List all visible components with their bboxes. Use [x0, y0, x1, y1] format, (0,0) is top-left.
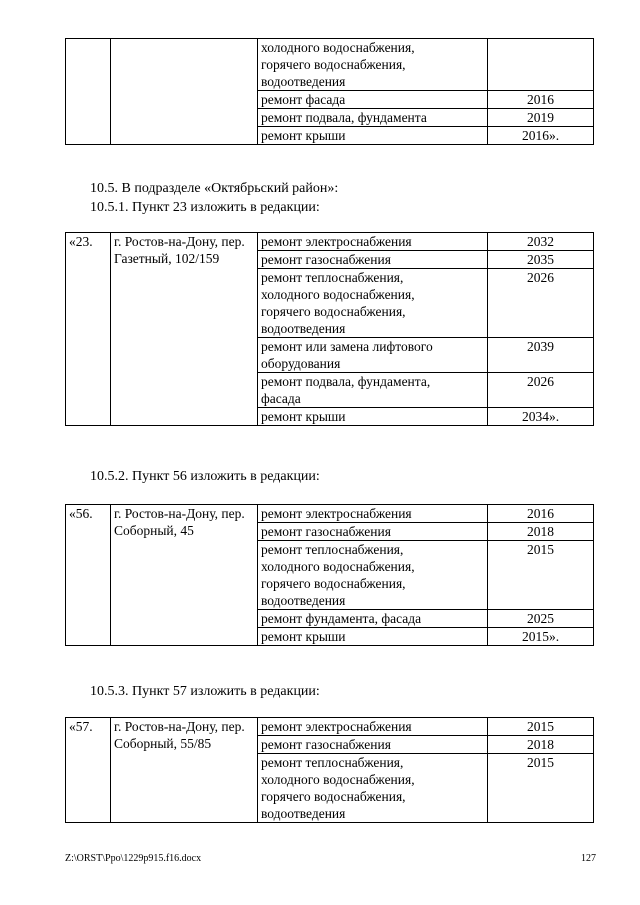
- work-cell: ремонт газоснабжения: [258, 523, 488, 541]
- year-cell: 2018: [488, 523, 594, 541]
- page-number: 127: [581, 853, 596, 864]
- work-cell: ремонт теплоснабжения, холодного водоснабжения, горячего водоснабжения, водоотведения: [258, 754, 488, 823]
- item-57-table: [65, 717, 594, 823]
- instruction-paragraph: 10.5.1. Пункт 23 изложить в редакции:: [90, 200, 320, 215]
- item-23-table: [65, 232, 594, 426]
- continuation-table: [65, 38, 594, 145]
- work-cell: ремонт электроснабжения: [258, 505, 488, 523]
- address-cell: г. Ростов-на-Дону, пер. Газетный, 102/159: [111, 233, 258, 426]
- year-cell: 2016: [488, 91, 594, 109]
- work-cell: ремонт фундамента, фасада: [258, 610, 488, 628]
- item-number-cell: «23.: [66, 233, 111, 426]
- section-heading: 10.5. В подразделе «Октябрьский район»:: [90, 181, 339, 196]
- table-row: [66, 718, 594, 736]
- year-cell: 2025: [488, 610, 594, 628]
- item-56-table: [65, 504, 594, 646]
- work-cell: ремонт теплоснабжения, холодного водоснабжения, горячего водоснабжения, водоотведения: [258, 269, 488, 338]
- year-cell: 2016: [488, 505, 594, 523]
- year-cell: 2039: [488, 338, 594, 373]
- work-cell: ремонт подвала, фундамента: [258, 109, 488, 127]
- year-cell: 2015: [488, 754, 594, 823]
- address-cell: г. Ростов-на-Дону, пер. Соборный, 45: [111, 505, 258, 646]
- work-cell: ремонт крыши: [258, 628, 488, 646]
- work-cell: ремонт электроснабжения: [258, 718, 488, 736]
- address-cell: г. Ростов-на-Дону, пер. Соборный, 55/85: [111, 718, 258, 823]
- footer-file-path: Z:\ORST\Ppo\1229p915.f16.docx: [65, 853, 202, 864]
- work-cell: ремонт фасада: [258, 91, 488, 109]
- year-cell: 2019: [488, 109, 594, 127]
- number-cell: [66, 39, 111, 145]
- year-cell: [488, 39, 594, 91]
- table-row: [66, 39, 594, 91]
- year-cell: 2015».: [488, 628, 594, 646]
- work-cell: ремонт подвала, фундамента, фасада: [258, 373, 488, 408]
- work-cell: ремонт крыши: [258, 408, 488, 426]
- work-cell: ремонт газоснабжения: [258, 251, 488, 269]
- work-cell: ремонт или замена лифтового оборудования: [258, 338, 488, 373]
- year-cell: 2032: [488, 233, 594, 251]
- work-cell: ремонт газоснабжения: [258, 736, 488, 754]
- work-cell: холодного водоснабжения, горячего водоснабжения, водоотведения: [258, 39, 488, 91]
- year-cell: 2015: [488, 541, 594, 610]
- table-row: [66, 233, 594, 251]
- year-cell: 2018: [488, 736, 594, 754]
- year-cell: 2016».: [488, 127, 594, 145]
- year-cell: 2034».: [488, 408, 594, 426]
- year-cell: 2026: [488, 373, 594, 408]
- year-cell: 2026: [488, 269, 594, 338]
- work-cell: ремонт крыши: [258, 127, 488, 145]
- work-cell: ремонт электроснабжения: [258, 233, 488, 251]
- work-cell: ремонт теплоснабжения, холодного водоснабжения, горячего водоснабжения, водоотведения: [258, 541, 488, 610]
- address-cell: [111, 39, 258, 145]
- instruction-paragraph: 10.5.3. Пункт 57 изложить в редакции:: [90, 684, 320, 699]
- table-row: [66, 505, 594, 523]
- instruction-paragraph: 10.5.2. Пункт 56 изложить в редакции:: [90, 469, 320, 484]
- item-number-cell: «56.: [66, 505, 111, 646]
- year-cell: 2035: [488, 251, 594, 269]
- year-cell: 2015: [488, 718, 594, 736]
- item-number-cell: «57.: [66, 718, 111, 823]
